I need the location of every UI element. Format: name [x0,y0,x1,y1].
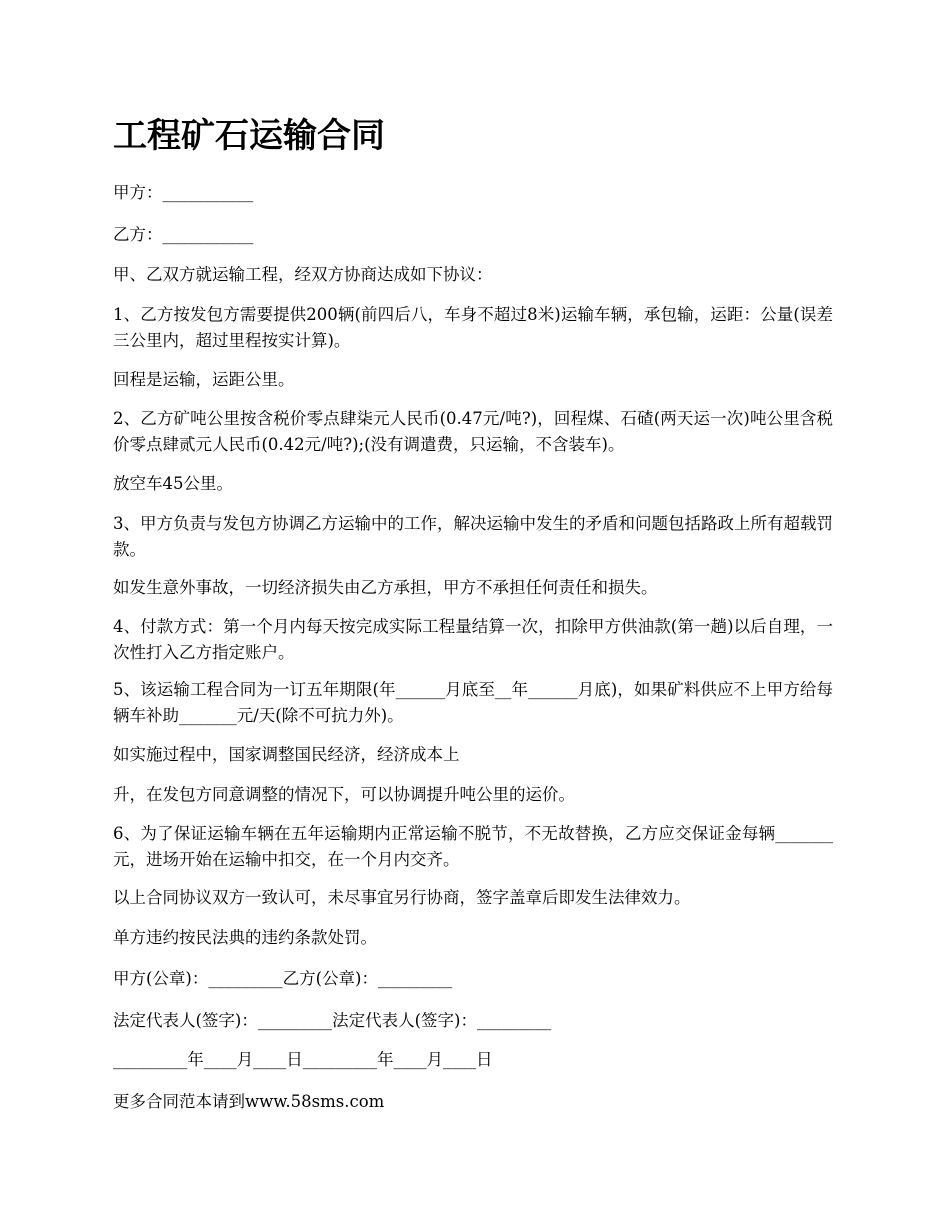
date-line: _________年____月____日_________年____月____日 [113,1050,493,1069]
party-a-line: 甲方：___________ [113,183,254,202]
clause-5-adjustment-b: 升，在发包方同意调整的情况下，可以协调提升吨公里的运价。 [113,785,575,804]
clause-4-payment: 4、付款方式：第一个月内每天按完成实际工程量结算一次，扣除甲方供油款(第一趟)以后自理，一次性打入乙方指定账户。 [113,617,833,662]
clause-3: 3、甲方负责与发包方协调乙方运输中的工作，解决运输中发生的矛盾和问题包括路政上所有超载罚款。 [113,514,833,559]
mutual-agreement-line: 以上合同协议双方一致认可，未尽事宜另行协商，签字盖章后即发生法律效力。 [113,888,691,907]
clause-1-return-trip: 回程是运输，运距公里。 [113,370,295,389]
seal-line: 甲方(公章)：_________乙方(公章)：_________ [113,969,453,988]
agreement-intro: 甲、乙双方就运输工程，经双方协商达成如下协议： [113,265,493,284]
clause-3-accident: 如发生意外事故，一切经济损失由乙方承担，甲方不承担任何责任和损失。 [113,578,658,597]
party-b-line: 乙方：___________ [113,225,254,244]
clause-2-empty-run: 放空车45公里。 [113,474,233,493]
signature-line: 法定代表人(签字)：_________法定代表人(签字)：_________ [113,1011,552,1030]
breach-clause: 单方违约按民法典的违约条款处罚。 [113,928,377,947]
clause-1: 1、乙方按发包方需要提供200辆(前四后八，车身不超过8米)运输车辆，承包输，运距：公量(误差三公里内，超过里程按实计算)。 [113,305,833,350]
document-title: 工程矿石运输合同 [113,116,385,156]
clause-5-adjustment-a: 如实施过程中，国家调整国民经济，经济成本上 [113,745,460,764]
clause-6-deposit: 6、为了保证运输车辆在五年运输期内正常运输不脱节，不无故替换，乙方应交保证金每辆_______元，进场开始在运输中扣交，在一个月内交齐。 [113,824,833,869]
footer-more-templates: 更多合同范本请到www.58sms.com [113,1092,385,1111]
clause-5-term: 5、该运输工程合同为一订五年期限(年______月底至__年______月底)，如果矿料供应不上甲方给每辆车补助_______元/天(除不可抗力外)。 [113,680,833,725]
clause-2: 2、乙方矿吨公里按含税价零点肆柒元人民币(0.47元/吨?)，回程煤、石碴(两天运一次)吨公里含税价零点肆贰元人民币(0.42元/吨?);(没有调遣费，只运输，不含装车)。 [113,409,833,454]
